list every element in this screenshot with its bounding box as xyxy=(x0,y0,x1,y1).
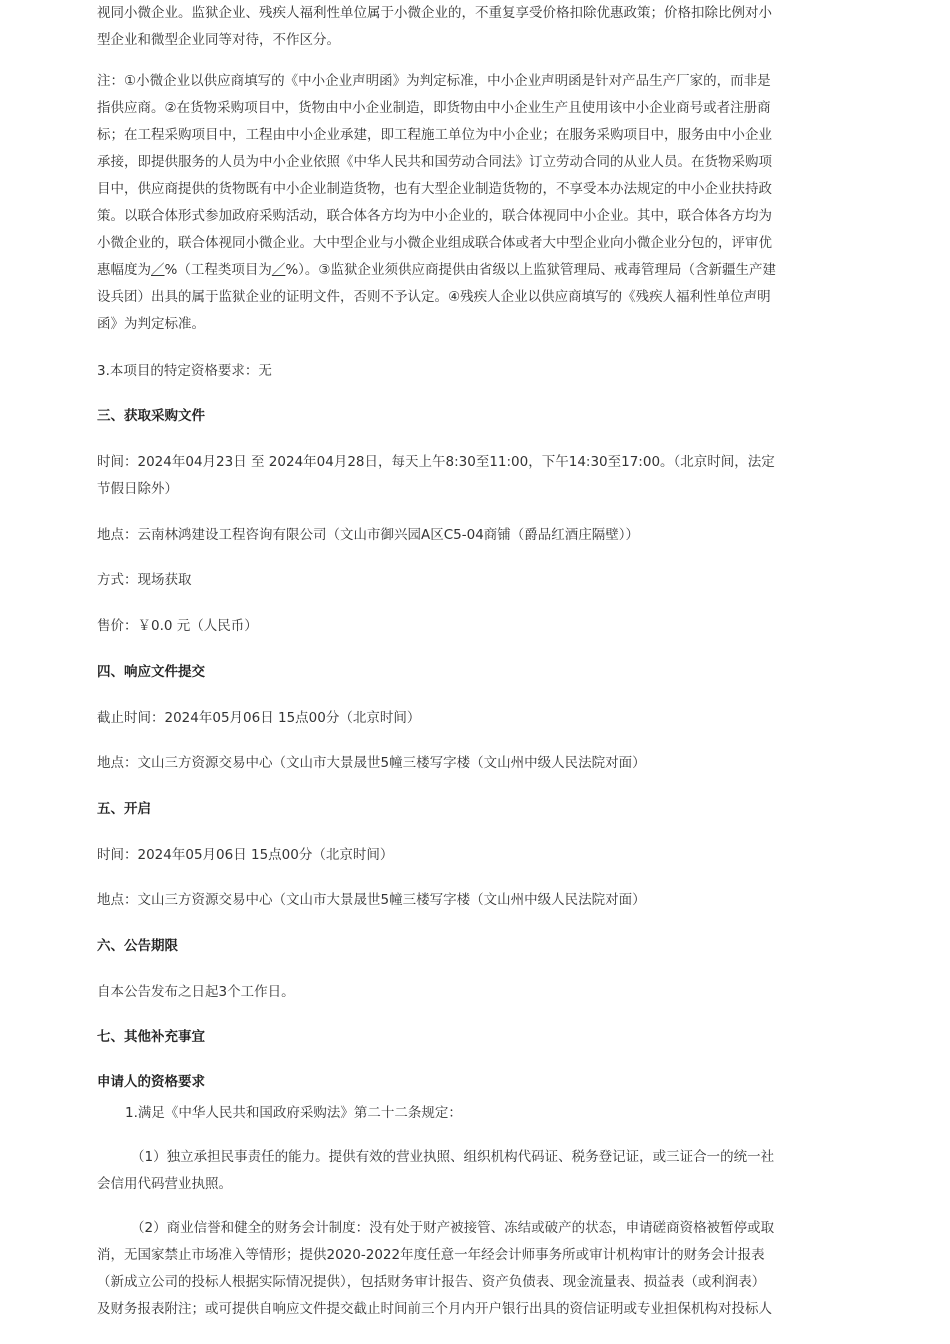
note-text-part2: %（工程类项目为 xyxy=(164,262,272,278)
section-title-other-matters: 七、其他补充事宜 xyxy=(97,1029,205,1045)
note-blank-1: ／ xyxy=(151,262,165,278)
requirement-1: 1.满足《中华人民共和国政府采购法》第二十二条规定： xyxy=(125,1105,462,1121)
opening-place: 地点：文山三方资源交易中心（文山市大景晟世5幢三楼写字楼（文山州中级人民法院对面） xyxy=(97,892,646,908)
note-blank-2: ／ xyxy=(271,262,286,278)
note-text-part3: %）。③监狱企业须供应商提供由省级以上监狱管理局、戒毒管理局（含新疆生产建设兵团）出具的属于监狱企业的证明文件，否则不予认定。④残疾人企业以供应商填写的《残疾人福利性单位声明函》为判定标准。 xyxy=(97,262,777,332)
submission-deadline: 截止时间：2024年05月06日 15点00分（北京时间） xyxy=(97,710,421,726)
obtain-time: 时间：2024年04月23日 至 2024年04月28日，每天上午8:30至11:00，下午14:30至17:00。（北京时间，法定节假日除外） xyxy=(97,454,775,497)
obtain-method: 方式：现场获取 xyxy=(97,572,192,588)
announcement-period-text: 自本公告发布之日起3个工作日。 xyxy=(97,984,295,1000)
requirement-1-item-1: （1）独立承担民事责任的能力。提供有效的营业执照、组织机构代码证、税务登记证，或三证合一的统一社会信用代码营业执照。 xyxy=(97,1149,775,1192)
submission-place: 地点：文山三方资源交易中心（文山市大景晟世5幢三楼写字楼（文山州中级人民法院对面） xyxy=(97,755,646,771)
section-title-opening: 五、开启 xyxy=(97,801,151,817)
section-title-obtain-documents: 三、获取采购文件 xyxy=(97,408,205,424)
obtain-price: 售价：￥0.0 元（人民币） xyxy=(97,618,258,634)
requirement-1-item-2: （2）商业信誉和健全的财务会计制度：没有处于财产被接管、冻结或破产的状态，申请磋商资格被暂停或取消，无国家禁止市场准入等情形；提供2020-2022年度任意一年经会计师事务所或审计机构审计的财务会计报表（新成立公司的投标人根据实际情况提供），包括财务审计报告、资产负债表、现金流量表、损益表（或利润表）及财务报表附注；或可提供自响应文件提交截止时间前三个月内开户银行出具的资信证明或专业担保机构对投标人 xyxy=(97,1220,775,1317)
section-title-submission: 四、响应文件提交 xyxy=(97,664,205,680)
paragraph-sme-policy: 视同小微企业。监狱企业、残疾人福利性单位属于小微企业的，不重复享受价格扣除优惠政策；价格扣除比例对小型企业和微型企业同等对待，不作区分。 xyxy=(97,5,772,48)
note-text-part1: 注：①小微企业以供应商填写的《中小企业声明函》为判定标准，中小企业声明函是针对产品生产厂家的，而非是指供应商。②在货物采购项目中，货物由中小企业制造，即货物由中小企业生产且使用该中小企业商号或者注册商标；在工程采购项目中，工程由中小企业承建，即工程施工单位为中小企业；在服务采购项目中，服务由中小企业承接，即提供服务的人员为中小企业依照《中华人民共和国劳动合同法》订立劳动合同的从业人员。在货物采购项目中，供应商提供的货物既有中小企业制造货物，也有大型企业制造货物的，不享受本办法规定的中小企业扶持政策。以联合体形式参加政府采购活动，联合体各方均为中小企业的，联合体视同中小企业。其中，联合体各方均为小微企业的，联合体视同小微企业。大中型企业与小微企业组成联合体或者大中型企业向小微企业分包的，评审优惠幅度为 xyxy=(97,73,772,278)
opening-time: 时间：2024年05月06日 15点00分（北京时间） xyxy=(97,847,394,863)
obtain-place: 地点：云南林鸿建设工程咨询有限公司（文山市御兴园A区C5-04商铺（爵品红酒庄隔壁）） xyxy=(97,527,640,543)
specific-qualification: 3.本项目的特定资格要求：无 xyxy=(97,363,272,379)
section-title-announcement-period: 六、公告期限 xyxy=(97,938,178,954)
paragraph-note xyxy=(97,68,777,338)
applicant-requirements-title: 申请人的资格要求 xyxy=(97,1074,205,1090)
